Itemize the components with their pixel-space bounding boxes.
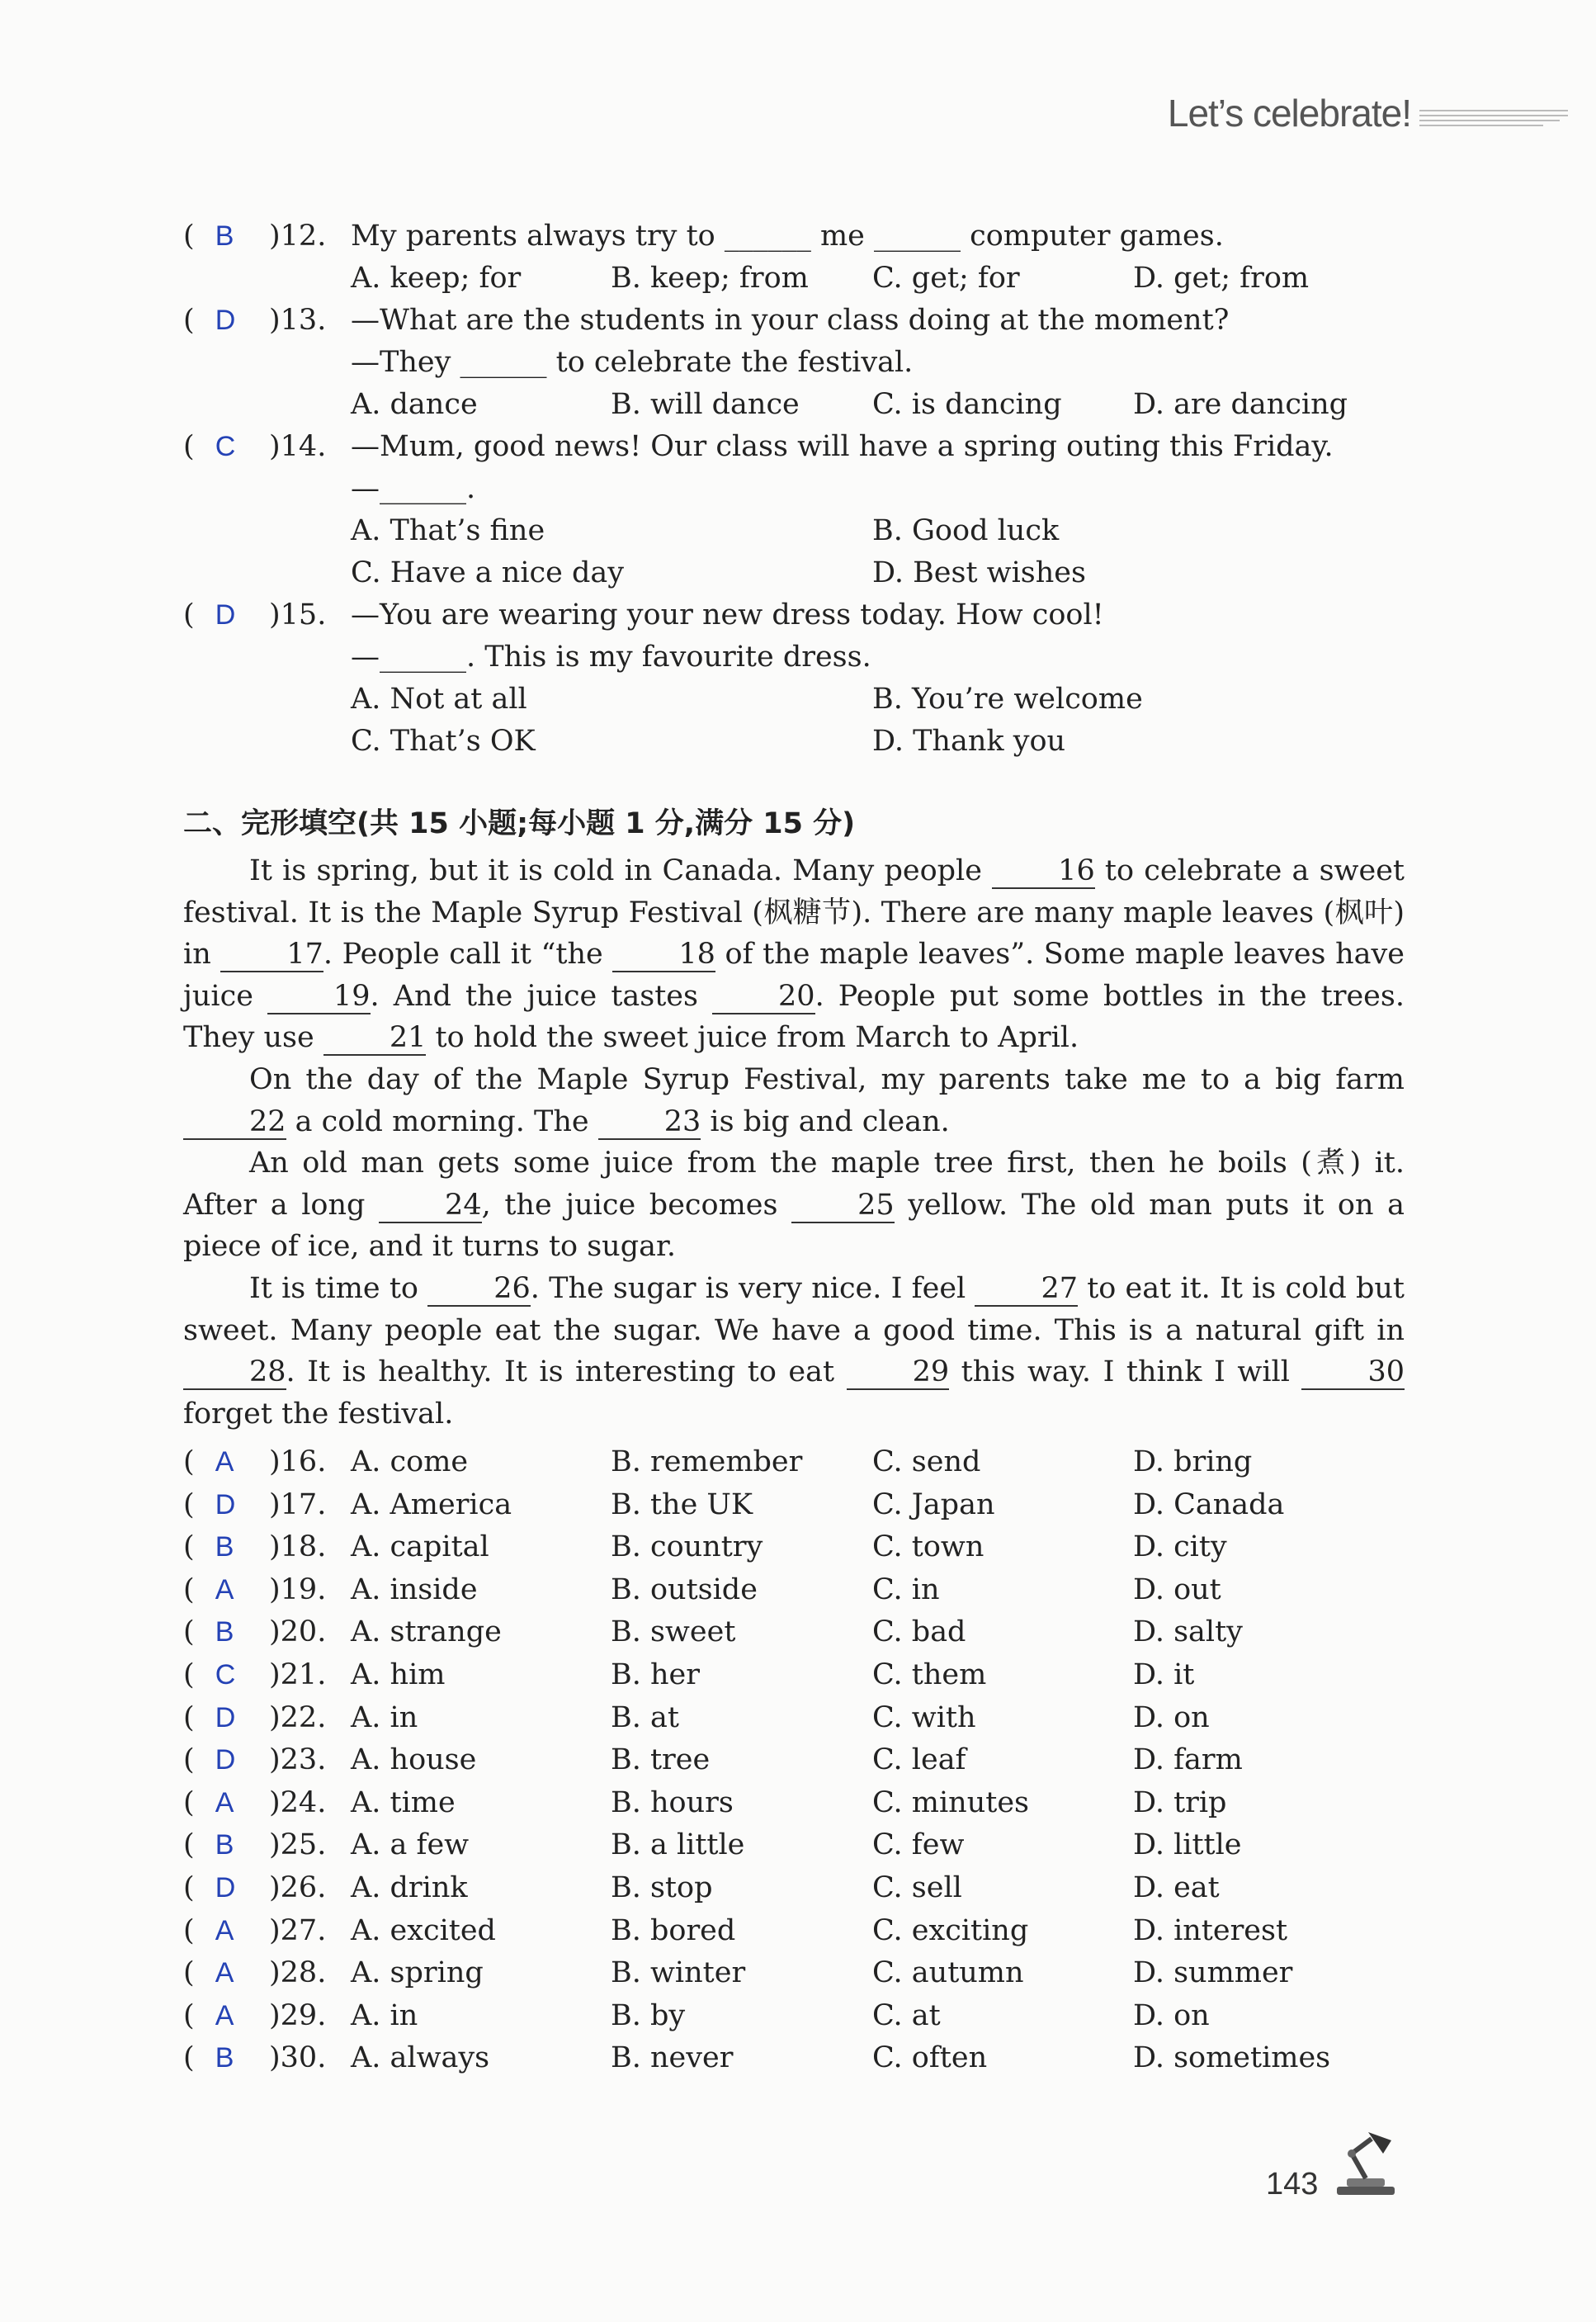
question-number: )16. [269,1445,327,1478]
answer-option: B. the UK [611,1488,753,1521]
answer-option: C. get; for [872,262,1020,295]
passage-paragraph [183,1142,1405,1268]
answer-option: B. her [611,1658,700,1691]
answer-option: D. interest [1133,1914,1288,1947]
answer-option: D. on [1133,1999,1210,2032]
passage-text: . The sugar is very nice. I feel [530,1271,975,1305]
answer-option: D. farm [1133,1743,1243,1776]
answer-option: D. summer [1133,1956,1293,1989]
passage-paragraph [183,850,1405,1059]
answer-option: D. little [1133,1828,1242,1861]
filled-answer: B [215,1531,234,1563]
question-stem: —What are the students in your class doing at the moment? [351,304,1230,337]
question-number: )15. [269,598,327,631]
answer-option: C. bad [872,1615,966,1648]
section-title: 二、完形填空(共 15 小题;每小题 1 分,满分 15 分) [183,807,856,840]
answer-option: A. excited [351,1914,496,1947]
question-number: )30. [269,2041,327,2074]
answer-option: C. send [872,1445,981,1478]
filled-answer: B [215,2042,234,2074]
filled-answer: A [215,1446,234,1478]
passage-text: . And the juice tastes [370,979,713,1013]
answer-bracket: ( D [183,1488,236,1521]
question-number: )21. [269,1658,327,1691]
desk-lamp-icon [1329,2126,1403,2200]
passage-text: of the maple leaves”. Some maple leaves have juice [183,938,1405,1013]
answer-option: C. autumn [872,1956,1024,1989]
answer-option: C. at [872,1999,941,2032]
filled-answer: D [215,1744,236,1776]
answer-option: D. Best wishes [872,556,1086,589]
passage-text: this way. I think I will [949,1355,1302,1389]
answer-option: C. minutes [872,1786,1029,1819]
answer-bracket: ( C [183,430,236,463]
answer-option: A. time [351,1786,456,1819]
answer-bracket: ( B [183,1828,234,1861]
passage-text: yellow. The old man puts it on a piece of ice, and it turns to sugar. [183,1188,1405,1264]
question-stem-line2: —______. [351,472,476,505]
blank-30: 30 [1301,1355,1405,1390]
blank-28: 28 [183,1355,286,1390]
answer-option: C. often [872,2041,988,2074]
passage-text: . People put some bottles in the trees. They use [183,979,1405,1055]
passage-text: It is spring, but it is cold in Canada. Many people [249,854,993,887]
question-number: )27. [269,1914,327,1947]
passage-text: to eat it. It is cold but sweet. Many people eat the sugar. We have a good time. This is a natural gift in [183,1271,1405,1347]
filled-answer: C [215,1659,236,1691]
answer-option: B. by [611,1999,686,2032]
passage-text: is big and clean. [701,1104,950,1138]
question-stem: —Mum, good news! Our class will have a spring outing this Friday. [351,430,1334,463]
question-number: )28. [269,1956,327,1989]
passage-paragraph [183,1059,1405,1142]
answer-bracket: ( B [183,220,234,253]
answer-option: D. eat [1133,1871,1220,1904]
answer-option: A. in [351,1701,418,1734]
answer-option: C. them [872,1658,987,1691]
answer-bracket: ( D [183,304,236,337]
filled-answer: B [215,220,234,252]
blank-16: 16 [992,854,1095,889]
passage-text: An old man gets some juice from the maple tree first, then he boils (煮) it. After a long [183,1147,1405,1222]
question-number: )19. [269,1573,327,1606]
answer-option: D. Canada [1133,1488,1285,1521]
blank-24: 24 [379,1189,482,1223]
filled-answer: A [215,1787,234,1818]
answer-option: B. country [611,1530,763,1563]
question-stem-line2: —______. This is my favourite dress. [351,641,871,674]
blank-29: 29 [847,1355,950,1390]
filled-answer: D [215,1489,236,1520]
filled-answer: D [215,305,236,336]
answer-option: A. That’s fine [351,514,545,547]
answer-option: C. few [872,1828,965,1861]
answer-option: A. come [351,1445,469,1478]
passage-text: . It is healthy. It is interesting to eat [286,1355,847,1389]
question-number: )24. [269,1786,327,1819]
blank-18: 18 [612,938,715,972]
filled-answer: D [215,1702,236,1733]
answer-bracket: ( B [183,1615,234,1648]
question-number: )12. [269,220,327,253]
answer-option: A. America [351,1488,512,1521]
answer-option: C. is dancing [872,388,1062,421]
answer-option: D. out [1133,1573,1221,1606]
answer-bracket: ( A [183,1999,234,2032]
question-stem: My parents always try to ______ me ______ computer games. [351,220,1224,253]
answer-option: A. Not at all [351,683,527,716]
answer-option: A. inside [351,1573,478,1606]
answer-option: D. get; from [1133,262,1310,295]
answer-option: A. drink [351,1871,468,1904]
answer-option: B. remember [611,1445,803,1478]
answer-option: B. at [611,1701,679,1734]
answer-option: B. never [611,2041,734,2074]
answer-option: A. always [351,2041,490,2074]
answer-option: D. salty [1133,1615,1243,1648]
answer-option: D. trip [1133,1786,1227,1819]
answer-option: B. outside [611,1573,758,1606]
blank-17: 17 [220,938,323,972]
answer-option: C. in [872,1573,940,1606]
answer-option: B. hours [611,1786,734,1819]
blank-26: 26 [427,1272,531,1307]
answer-option: C. Japan [872,1488,995,1521]
answer-option: D. sometimes [1133,2041,1331,2074]
answer-option: D. it [1133,1658,1195,1691]
answer-bracket: ( C [183,1658,236,1691]
answer-bracket: ( D [183,1871,236,1904]
header-decoration [1419,106,1568,129]
question-number: )22. [269,1701,327,1734]
answer-bracket: ( A [183,1914,234,1947]
unit-title: Let’s celebrate! [1167,92,1411,135]
passage-text: It is time to [249,1271,428,1305]
blank-19: 19 [267,980,371,1014]
passage-text: a cold morning. The [286,1104,598,1138]
question-number: )25. [269,1828,327,1861]
question-number: )17. [269,1488,327,1521]
question-number: )14. [269,430,327,463]
blank-27: 27 [975,1272,1078,1307]
blank-23: 23 [598,1105,701,1140]
question-stem-line2: —They ______ to celebrate the festival. [351,346,914,379]
page-number: 143 [1266,2167,1319,2201]
passage-paragraph [183,1268,1405,1435]
blank-20: 20 [712,980,815,1014]
answer-option: A. keep; for [351,262,522,295]
answer-option: B. keep; from [611,262,809,295]
question-number: )29. [269,1999,327,2032]
filled-answer: A [215,1574,234,1606]
answer-bracket: ( A [183,1445,234,1478]
filled-answer: C [215,431,236,462]
answer-option: B. Good luck [872,514,1060,547]
blank-21: 21 [323,1021,427,1056]
filled-answer: B [215,1829,234,1861]
passage-text: . People call it “the [323,938,613,972]
passage-text: On the day of the Maple Syrup Festival, my parents take me to a big farm [249,1062,1405,1096]
answer-option: D. city [1133,1530,1227,1563]
answer-option: C. sell [872,1871,962,1904]
answer-bracket: ( A [183,1956,234,1989]
answer-option: B. stop [611,1871,713,1904]
answer-option: B. a little [611,1828,745,1861]
answer-option: D. bring [1133,1445,1253,1478]
filled-answer: A [215,1957,234,1989]
answer-option: C. town [872,1530,985,1563]
answer-option: D. Thank you [872,725,1066,758]
question-number: )18. [269,1530,327,1563]
question-number: )23. [269,1743,327,1776]
answer-option: A. house [351,1743,477,1776]
answer-option: A. in [351,1999,418,2032]
question-stem: —You are wearing your new dress today. How cool! [351,598,1104,631]
answer-option: A. dance [351,388,478,421]
filled-answer: B [215,1616,234,1648]
answer-option: B. winter [611,1956,746,1989]
blank-22: 22 [183,1105,286,1140]
answer-option: A. spring [351,1956,484,1989]
answer-option: C. That’s OK [351,725,536,758]
answer-option: B. will dance [611,388,800,421]
answer-bracket: ( D [183,1743,236,1776]
answer-bracket: ( A [183,1573,234,1606]
blank-25: 25 [791,1189,895,1223]
passage-text: forget the festival. [183,1397,454,1431]
answer-option: C. with [872,1701,976,1734]
filled-answer: A [215,1915,234,1946]
passage-text: to hold the sweet juice from March to April. [426,1021,1079,1055]
answer-bracket: ( D [183,598,236,631]
cloze-passage [183,850,1405,1435]
filled-answer: A [215,2000,234,2031]
question-number: )13. [269,304,327,337]
answer-option: B. tree [611,1743,711,1776]
answer-option: C. leaf [872,1743,966,1776]
answer-option: C. Have a nice day [351,556,624,589]
answer-option: A. a few [351,1828,470,1861]
question-number: )20. [269,1615,327,1648]
answer-option: B. sweet [611,1615,736,1648]
answer-option: C. exciting [872,1914,1029,1947]
answer-bracket: ( B [183,2041,234,2074]
answer-option: D. are dancing [1133,388,1348,421]
answer-option: B. bored [611,1914,736,1947]
answer-option: A. him [351,1658,446,1691]
answer-option: A. strange [351,1615,502,1648]
passage-text: to celebrate a sweet festival. It is the Maple Syrup Festival (枫糖节). There are many maple leaves (枫叶) in [183,854,1405,972]
filled-answer: D [215,1872,236,1903]
passage-text: , the juice becomes [481,1188,792,1222]
answer-option: A. capital [351,1530,489,1563]
answer-bracket: ( B [183,1530,234,1563]
filled-answer: D [215,599,236,631]
answer-option: D. on [1133,1701,1210,1734]
question-number: )26. [269,1871,327,1904]
answer-option: B. You’re welcome [872,683,1143,716]
answer-bracket: ( A [183,1786,234,1819]
answer-bracket: ( D [183,1701,236,1734]
